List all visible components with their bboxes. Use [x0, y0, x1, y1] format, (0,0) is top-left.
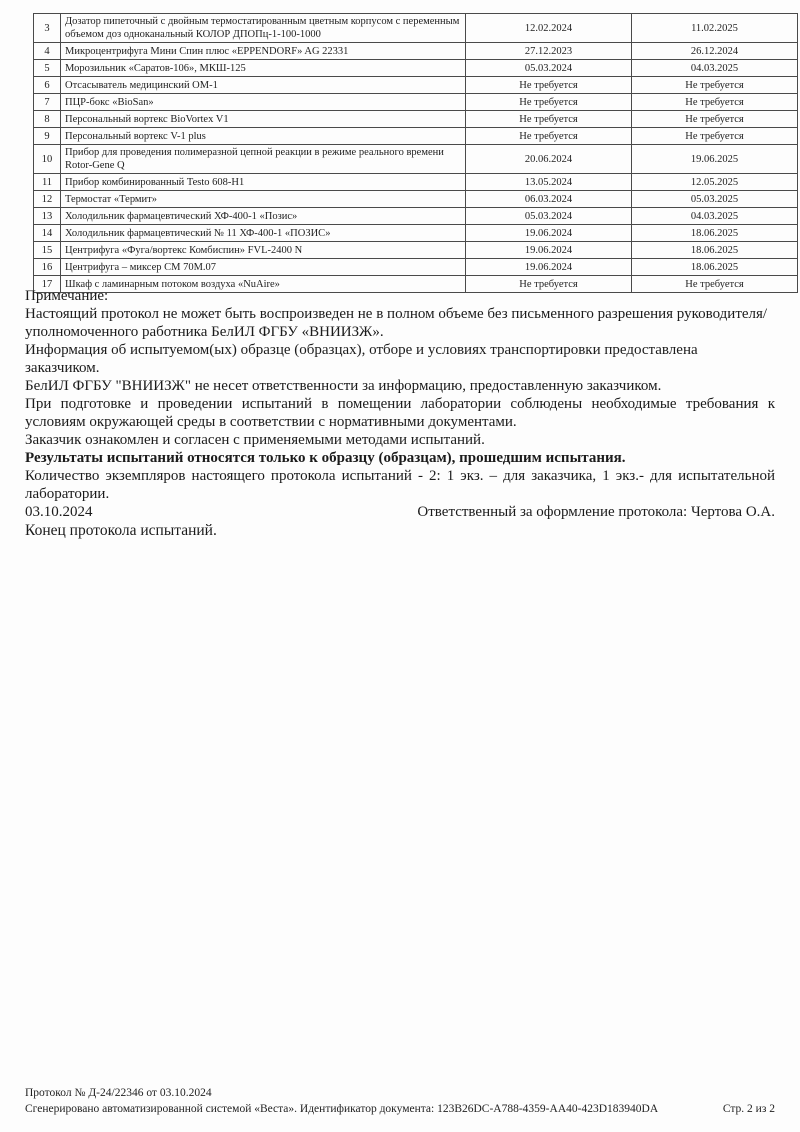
end-of-protocol-line: Конец протокола испытаний.	[25, 522, 217, 539]
table-row	[34, 225, 798, 242]
table-row	[34, 242, 798, 259]
verification-date: Не требуется	[466, 128, 632, 145]
equipment-name: Отсасыватель медицинский ОМ-1	[61, 77, 466, 94]
row-number: 3	[34, 14, 61, 43]
next-verification-date: 26.12.2024	[632, 43, 798, 60]
footer-protocol-number: Протокол № Д-24/22346 от 03.10.2024	[25, 1087, 212, 1099]
row-number: 6	[34, 77, 61, 94]
verification-date: 05.03.2024	[466, 208, 632, 225]
note-paragraph: Заказчик ознакомлен и согласен с применяемыми методами испытаний.	[25, 432, 485, 448]
note-paragraph: Настоящий протокол не может быть воспроизведен не в полном объеме без письменного разрешения руководителя/уполномоченного работника БелИЛ ФГБУ «ВНИИЗЖ».	[25, 306, 768, 340]
row-number: 11	[34, 174, 61, 191]
verification-date: 12.02.2024	[466, 14, 632, 43]
table-row	[34, 60, 798, 77]
row-number: 12	[34, 191, 61, 208]
table-row	[34, 94, 798, 111]
verification-date: 06.03.2024	[466, 191, 632, 208]
table-row	[34, 14, 798, 43]
signoff-date: 03.10.2024	[25, 504, 93, 520]
page-footer	[25, 1085, 775, 1117]
notes-paragraphs	[25, 305, 775, 503]
verification-date: Не требуется	[466, 77, 632, 94]
row-number: 7	[34, 94, 61, 111]
table-row	[34, 208, 798, 225]
equipment-name: Микроцентрифуга Мини Спин плюс «EPPENDORF» AG 22331	[61, 43, 466, 60]
next-verification-date: 19.06.2025	[632, 145, 798, 174]
next-verification-date: 18.06.2025	[632, 242, 798, 259]
verification-date: 19.06.2024	[466, 225, 632, 242]
table-row	[34, 77, 798, 94]
row-number: 16	[34, 259, 61, 276]
table-row	[34, 145, 798, 174]
equipment-name: Холодильник фармацевтический ХФ-400-1 «Позис»	[61, 208, 466, 225]
table-row	[34, 259, 798, 276]
verification-date: Не требуется	[466, 276, 632, 293]
note-paragraph: Количество экземпляров настоящего протокола испытаний - 2: 1 экз. – для заказчика, 1 экз.- для испытательной лаборатории.	[25, 468, 775, 502]
next-verification-date: Не требуется	[632, 128, 798, 145]
verification-date: 27.12.2023	[466, 43, 632, 60]
next-verification-date: 18.06.2025	[632, 225, 798, 242]
next-verification-date: 11.02.2025	[632, 14, 798, 43]
verification-date: 20.06.2024	[466, 145, 632, 174]
row-number: 17	[34, 276, 61, 293]
equipment-name: ПЦР-бокс «BioSan»	[61, 94, 466, 111]
next-verification-date: 04.03.2025	[632, 60, 798, 77]
signoff-section	[25, 503, 775, 540]
row-number: 4	[34, 43, 61, 60]
equipment-name: Холодильник фармацевтический № 11 ХФ-400-1 «ПОЗИС»	[61, 225, 466, 242]
row-number: 10	[34, 145, 61, 174]
next-verification-date: 18.06.2025	[632, 259, 798, 276]
equipment-name: Персональный вортекс BioVortex V1	[61, 111, 466, 128]
note-paragraph: Результаты испытаний относятся только к образцу (образцам), прошедшим испытания.	[25, 450, 626, 466]
row-number: 15	[34, 242, 61, 259]
table-row	[34, 43, 798, 60]
next-verification-date: Не требуется	[632, 94, 798, 111]
equipment-name: Прибор для проведения полимеразной цепной реакции в режиме реального времени Rotor-Gene Q	[61, 145, 466, 174]
table-row	[34, 174, 798, 191]
table-row	[34, 111, 798, 128]
note-paragraph: Информация об испытуемом(ых) образце (образцах), отборе и условиях транспортировки предоставлена заказчиком.	[25, 342, 698, 376]
next-verification-date: Не требуется	[632, 77, 798, 94]
row-number: 13	[34, 208, 61, 225]
verification-date: 13.05.2024	[466, 174, 632, 191]
signoff-responsible: Ответственный за оформление протокола: Чертова О.А.	[417, 504, 775, 520]
next-verification-date: 05.03.2025	[632, 191, 798, 208]
notes-section	[25, 287, 775, 503]
note-paragraph: При подготовке и проведении испытаний в помещении лаборатории соблюдены необходимые требования к условиям окружающей среды в соответствии с нормативными документами.	[25, 396, 775, 430]
verification-date: Не требуется	[466, 94, 632, 111]
row-number: 9	[34, 128, 61, 145]
table-row	[34, 128, 798, 145]
next-verification-date: Не требуется	[632, 111, 798, 128]
verification-date: Не требуется	[466, 111, 632, 128]
equipment-table	[33, 13, 798, 293]
equipment-name: Дозатор пипеточный с двойным термостатированным цветным корпусом с переменным объемом доз одноканальный КОЛОР ДПОПц-1-100-1000	[61, 14, 466, 43]
next-verification-date: 04.03.2025	[632, 208, 798, 225]
footer-generated-line: Сгенерировано автоматизированной системой «Веста». Идентификатор документа: 123B26DC-A788-4359-AA40-423D183940DA	[25, 1103, 659, 1115]
equipment-name: Персональный вортекс V-1 plus	[61, 128, 466, 145]
note-paragraph: БелИЛ ФГБУ "ВНИИЗЖ" не несет ответственности за информацию, предоставленную заказчиком.	[25, 378, 662, 394]
verification-date: 19.06.2024	[466, 242, 632, 259]
verification-date: 05.03.2024	[466, 60, 632, 77]
row-number: 14	[34, 225, 61, 242]
next-verification-date: Не требуется	[632, 276, 798, 293]
row-number: 8	[34, 111, 61, 128]
footer-page-number: Стр. 2 из 2	[722, 1103, 775, 1115]
equipment-name: Морозильник «Саратов-106», МКШ-125	[61, 60, 466, 77]
equipment-name: Шкаф с ламинарным потоком воздуха «NuAire»	[61, 276, 466, 293]
equipment-name: Прибор комбинированный Testo 608-Н1	[61, 174, 466, 191]
equipment-name: Термостат «Термит»	[61, 191, 466, 208]
verification-date: 19.06.2024	[466, 259, 632, 276]
equipment-table-body	[34, 14, 798, 293]
next-verification-date: 12.05.2025	[632, 174, 798, 191]
equipment-name: Центрифуга «Фуга/вортекс Комбиспин» FVL-2400 N	[61, 242, 466, 259]
equipment-name: Центрифуга – миксер СМ 70М.07	[61, 259, 466, 276]
row-number: 5	[34, 60, 61, 77]
table-row	[34, 191, 798, 208]
notes-heading: Примечание:	[25, 288, 109, 304]
